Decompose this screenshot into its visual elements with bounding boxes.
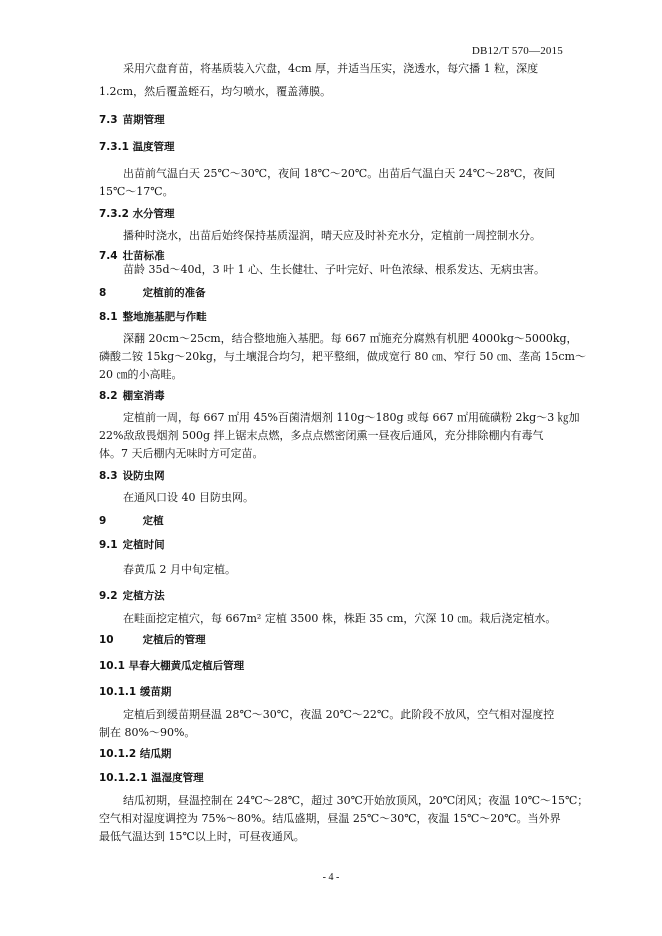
section-number: 10 — [99, 634, 114, 646]
section-number: 7.3.1 — [99, 141, 129, 153]
section-number: 7.4 — [99, 250, 118, 262]
section-heading — [99, 589, 567, 603]
paragraph-line: 采用穴盘育苗，将基质装入穴盘，4cm 厚，并适当压实，浇透水，每穴播 1 粒，深度 — [123, 62, 539, 75]
section-title: 定植时间 — [122, 539, 165, 551]
paragraph-line: 在畦面挖定植穴，每 667m² 定植 3500 株，株距 35 cm，穴深 10 ㎝。栽后浇定植水。 — [123, 612, 557, 625]
section-heading — [99, 659, 567, 673]
paragraph-line: 22%敌敌畏烟剂 500g 拌上锯末点燃，多点点燃密闭熏一昼夜后通风，充分排除棚内有毒气 — [99, 429, 544, 442]
paragraph-line: 20 ㎝的小高畦。 — [99, 368, 183, 381]
paragraph-line: 苗龄 35d～40d，3 叶 1 心、生长健壮、子叶完好、叶色浓绿、根系发达、无病虫害。 — [123, 263, 546, 276]
paragraph-line: 15℃～17℃。 — [99, 185, 174, 198]
section-number: 9.2 — [99, 590, 118, 602]
section-title: 定植 — [142, 515, 164, 527]
section-title: 温度管理 — [132, 141, 175, 153]
paragraph-line: 在通风口设 40 目防虫网。 — [123, 491, 254, 504]
section-heading — [99, 140, 567, 154]
section-number: 8.1 — [99, 311, 118, 323]
section-number: 8.2 — [99, 390, 118, 402]
section-number: 10.1 — [99, 660, 125, 672]
paragraph-line: 体。7 天后棚内无味时方可定苗。 — [99, 447, 264, 460]
paragraph-line: 定植后到缓苗期昼温 28℃～30℃，夜温 20℃～22℃。此阶段不放风，空气相对湿度控 — [123, 708, 555, 721]
section-heading — [99, 514, 567, 528]
paragraph-line: 最低气温达到 15℃以上时，可昼夜通风。 — [99, 830, 305, 843]
section-title: 定植前的准备 — [142, 287, 206, 299]
section-number: 10.1.2.1 — [99, 772, 148, 784]
section-title: 苗期管理 — [122, 114, 165, 126]
section-heading — [99, 207, 567, 221]
section-title: 定植方法 — [122, 590, 165, 602]
section-heading — [99, 747, 567, 761]
section-title: 缓苗期 — [139, 686, 172, 698]
paragraph-line: 1.2cm，然后覆盖蛭石，均匀喷水，覆盖薄膜。 — [99, 85, 332, 98]
section-title: 整地施基肥与作畦 — [122, 311, 207, 323]
section-number: 7.3 — [99, 114, 118, 126]
section-heading — [99, 469, 567, 483]
section-heading — [99, 249, 567, 263]
paragraph-line: 定植前一周，每 667 ㎡用 45%百菌清烟剂 110g～180g 或每 667 ㎡用硫磺粉 2kg～3 ㎏加 — [123, 411, 580, 424]
section-heading — [99, 685, 567, 699]
section-number: 8.3 — [99, 470, 118, 482]
section-heading — [99, 538, 567, 552]
paragraph-line: 制在 80%～90%。 — [99, 726, 196, 739]
section-number: 10.1.1 — [99, 686, 137, 698]
section-title: 温湿度管理 — [151, 772, 204, 784]
section-heading — [99, 389, 567, 403]
section-title: 棚室消毒 — [122, 390, 165, 402]
document-code: DB12/T 570—2015 — [471, 45, 563, 57]
paragraph-line: 播种时浇水，出苗后始终保持基质湿润，晴天应及时补充水分，定植前一周控制水分。 — [123, 229, 541, 242]
section-heading — [99, 771, 567, 785]
page-number: - 4 - — [322, 872, 340, 883]
paragraph-line: 春黄瓜 2 月中旬定植。 — [123, 563, 236, 576]
section-title: 结瓜期 — [139, 748, 172, 760]
section-number: 8 — [99, 287, 107, 299]
section-number: 10.1.2 — [99, 748, 137, 760]
section-number: 9.1 — [99, 539, 118, 551]
section-title: 壮苗标准 — [122, 250, 165, 262]
section-title: 设防虫网 — [122, 470, 165, 482]
paragraph-line: 出苗前气温白天 25℃～30℃，夜间 18℃～20℃。出苗后气温白天 24℃～28℃，夜间 — [123, 167, 556, 180]
paragraph-line: 磷酸二铵 15kg～20kg，与土壤混合均匀，耙平整细，做成宽行 80 ㎝、窄行 50 ㎝、垄高 15cm～ — [99, 350, 586, 363]
paragraph-line: 空气相对湿度调控为 75%～80%。结瓜盛期，昼温 25℃～30℃，夜温 15℃～20℃。当外界 — [99, 812, 561, 825]
section-heading — [99, 113, 567, 127]
section-heading — [99, 286, 567, 300]
section-heading — [99, 633, 567, 647]
section-title: 水分管理 — [132, 208, 175, 220]
paragraph-line: 结瓜初期，昼温控制在 24℃～28℃，超过 30℃开始放顶风，20℃闭风；夜温 10℃～15℃； — [123, 794, 589, 807]
section-number: 9 — [99, 515, 107, 527]
section-title: 定植后的管理 — [142, 634, 206, 646]
section-title: 早春大棚黄瓜定植后管理 — [128, 660, 245, 672]
paragraph-line: 深翻 20cm～25cm，结合整地施入基肥。每 667 ㎡施充分腐熟有机肥 4000kg～5000kg， — [123, 332, 578, 345]
section-heading — [99, 310, 567, 324]
section-number: 7.3.2 — [99, 208, 129, 220]
